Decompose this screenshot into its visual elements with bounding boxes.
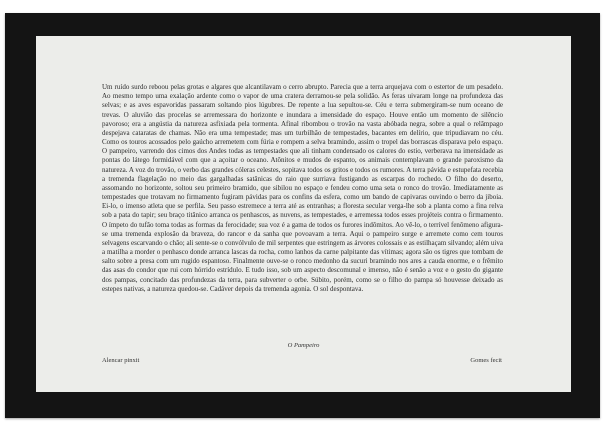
picture-frame bbox=[5, 13, 600, 418]
framed-print bbox=[36, 36, 571, 392]
signature-left: Alencar pinxit bbox=[102, 357, 140, 364]
print-caption: O Pampeiro bbox=[287, 342, 320, 349]
signature-right: Gomes fecit bbox=[470, 357, 502, 364]
print-body-text: Um ruído surdo reboou pelas grotas e algares que alcantilavam o cerro abrupto. Parecia que a terra arquejava com o estertor de um pesadelo. Ao mesmo tempo uma exalação ardente como o vapor de uma cratera derramou-se pela solidão. As feras uivaram longe na profundeza das selvas; e as aves espavoridas passaram soltando pios lúgubres. De repente a lua sepultou-se. Céu e terra submergiram-se num oceano de trevas. O aluvião das procelas se arremessara do horizonte e inundara a imensidade do espaço. Houve então um momento de silêncio pavoroso; era a angústia da natureza asfixiada pela tormenta. Afinal ribombou o trovão na vasta abóbada negra, sobre a qual o relâmpago despejava cataratas de chamas. Não era uma tempestade; mas um turbilhão de tempestades, bacantes em delírio, que tripudiavam no céu. Como os touros acossados pelo gaúcho arremetem com fúria e rompem a selva bramindo, assim o tropel das borrascas disparava pelo espaço. O pampeiro, varrendo dos cimos dos Andes todas as tempestades que ali tinham condensado os calores do estio, verberava na imensidade as pontas do látego formidável com que a açoitar o oceano. Atônitos e mudos de espanto, os animais contemplavam o grande paroxismo da natureza. A voz do trovão, o verbo das grandes cóleras celestes, sopitava todos os gritos e todos os rumores. A terra pávida e estupefata recebia a tremenda flagelação no meio das gargalhadas satânicas do raio que surriava fustigando as escarpas do rochedo. O filho do deserto, assomando no horizonte, soltou seu primeiro bramido, que sibilou no espaço e fendeu como uma seta o ronco do trovão. Imediatamente as tempestades que trotavam no firmamento fugiram pávidas para os confins da esfera, como um bando de capivaras ouvindo o berro da jiboia. Ei-lo, o imenso atleta que se perfila. Seu passo estremece a terra até as entranhas; a floresta secular verga-lhe sob a planta como a fina relva sob a pata do tapir; seu braço titânico arranca os penhascos, as nuvens, as tempestades, e arremessa todos esses projéteis contra o firmamento. O ímpeto do tufão toma todas as formas da ferocidade; sua voz é a gama de todos os furores indômitos. Ao vê-lo, o terrível fenômeno afigura-se uma tremenda explosão da braveza, do rancor e da sanha que povoavam a terra. Aqui o pampeiro surge e arremete como cem touros selvagens escarvando o chão; ali sente-se o convólvulo de mil serpentes que estringem as árvores colossais e as estilhaçam silvando; além uiva a matilha a morder o penhasco donde arranca lascas da rocha, como lanhos da carne palpitante das vítimas; agora são os tigres que tombam de salto sobre a presa com um rugido espantoso. Finalmente ouve-se o ronco medonho da sucuri bramindo nos ares a cauda enorme, e o frêmito das asas do condor que rui com hórrido estrídulo. E tudo isso, sob um aspecto descomunal e imenso, não é senão a voz e o gesto do gigante dos pampas, concitado das profundezas da terra, para subverter o orbe. Súbito, porém, como se o filho do pampa só houvesse deixado as estepes nativas, a natureza quedou-se. Cadáver depois da tremenda agonia. O sol despontava. bbox=[102, 83, 503, 293]
